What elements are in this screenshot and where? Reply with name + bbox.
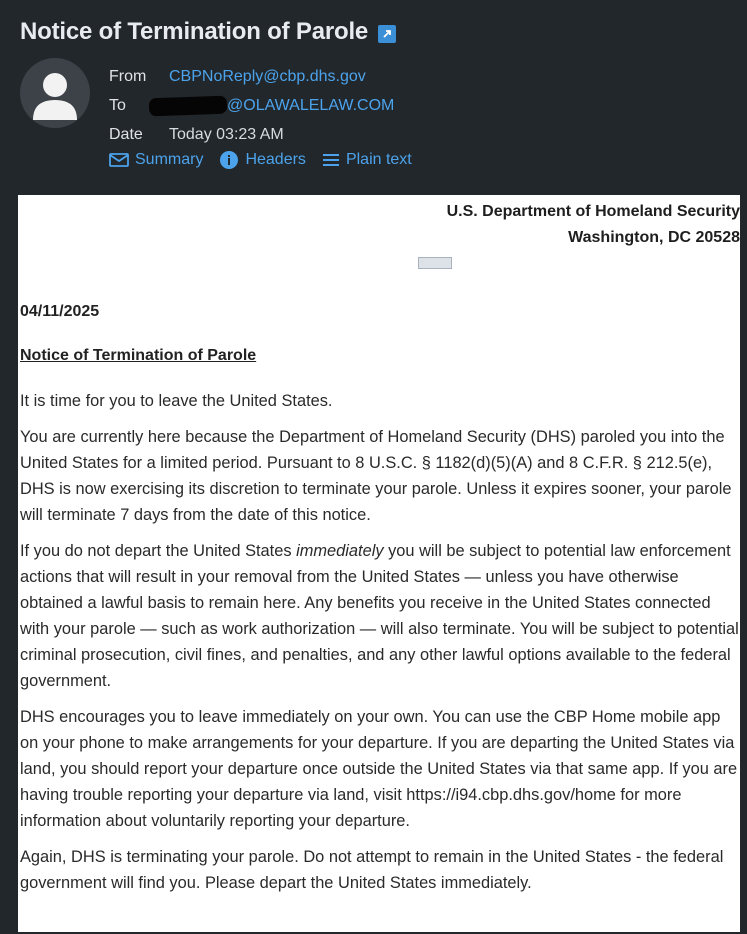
list-icon (322, 152, 340, 168)
paragraph-3-emphasis: immediately (296, 542, 384, 560)
date-row (109, 120, 394, 149)
envelope-icon (109, 152, 129, 168)
paragraph-3-start: If you do not depart the United States (20, 542, 297, 560)
to-label: To (109, 96, 126, 114)
paragraph-3-end: you will be subject to potential law enforcement actions that will result in your removal from the United States — unless you have otherwise obtained a lawful basis to remain here. Any benefits you receive in the United States connected with your parole — such as work authorization — will also terminate. You will be subject to potential criminal prosecution, civil fines, and penalties, and any other lawful options available to the federal government. (20, 542, 739, 690)
letterhead-line-2: Washington, DC 20528 (568, 229, 740, 246)
email-header (109, 62, 394, 149)
date-label: Date (109, 125, 143, 143)
paragraph-1: It is time for you to leave the United States. (20, 392, 333, 410)
letter-body (20, 388, 740, 906)
from-row (109, 62, 394, 91)
from-label: From (109, 67, 147, 85)
subject-text: Notice of Termination of Parole (20, 18, 369, 45)
letter-date: 04/11/2025 (20, 303, 100, 320)
summary-button[interactable] (109, 150, 203, 170)
headers-label: Headers (245, 151, 306, 168)
paragraph-3 (20, 538, 740, 694)
to-row (109, 91, 394, 120)
date-value: Today 03:23 AM (169, 125, 284, 143)
from-address[interactable]: CBPNoReply@cbp.dhs.gov (169, 67, 366, 85)
view-actions (109, 150, 412, 170)
avatar-icon (20, 58, 90, 128)
redaction-mark (149, 95, 228, 116)
plain-text-button[interactable] (322, 150, 412, 170)
letterhead (447, 199, 740, 251)
paragraph-5: Again, DHS is terminating your parole. Do not attempt to remain in the United States - the federal government will find you. Please depart the United States immediately. (20, 848, 724, 892)
info-icon (219, 150, 239, 170)
plain-text-label: Plain text (345, 151, 412, 168)
email-subject (20, 18, 396, 46)
message-body (18, 195, 740, 932)
letter-title: Notice of Termination of Parole (20, 347, 257, 364)
letterhead-line-1: U.S. Department of Homeland Security (446, 203, 740, 220)
external-link-icon[interactable] (378, 25, 396, 43)
seal-image (418, 257, 452, 269)
paragraph-2: You are currently here because the Department of Homeland Security (DHS) paroled you into the United States for a limited period. Pursuant to 8 U.S.C. § 1182(d)(5)(A) and 8 C.F.R. § 212.5(e), DHS is now exercising its discretion to terminate your parole. Unless it expires sooner, your parole will terminate 7 days from the date of this notice. (20, 428, 732, 524)
paragraph-4: DHS encourages you to leave immediately on your own. You can use the CBP Home mobile app on your phone to make arrangements for your departure. If you are departing the United States via land, you should report your departure once outside the United States via that same app. If you are having trouble reporting your departure via land, visit https://i94.cbp.dhs.gov/home for more information about voluntarily reporting your departure. (20, 708, 738, 830)
headers-button[interactable] (219, 150, 305, 170)
summary-label: Summary (135, 151, 204, 168)
to-address[interactable]: @OLAWALELAW.COM (227, 96, 395, 114)
